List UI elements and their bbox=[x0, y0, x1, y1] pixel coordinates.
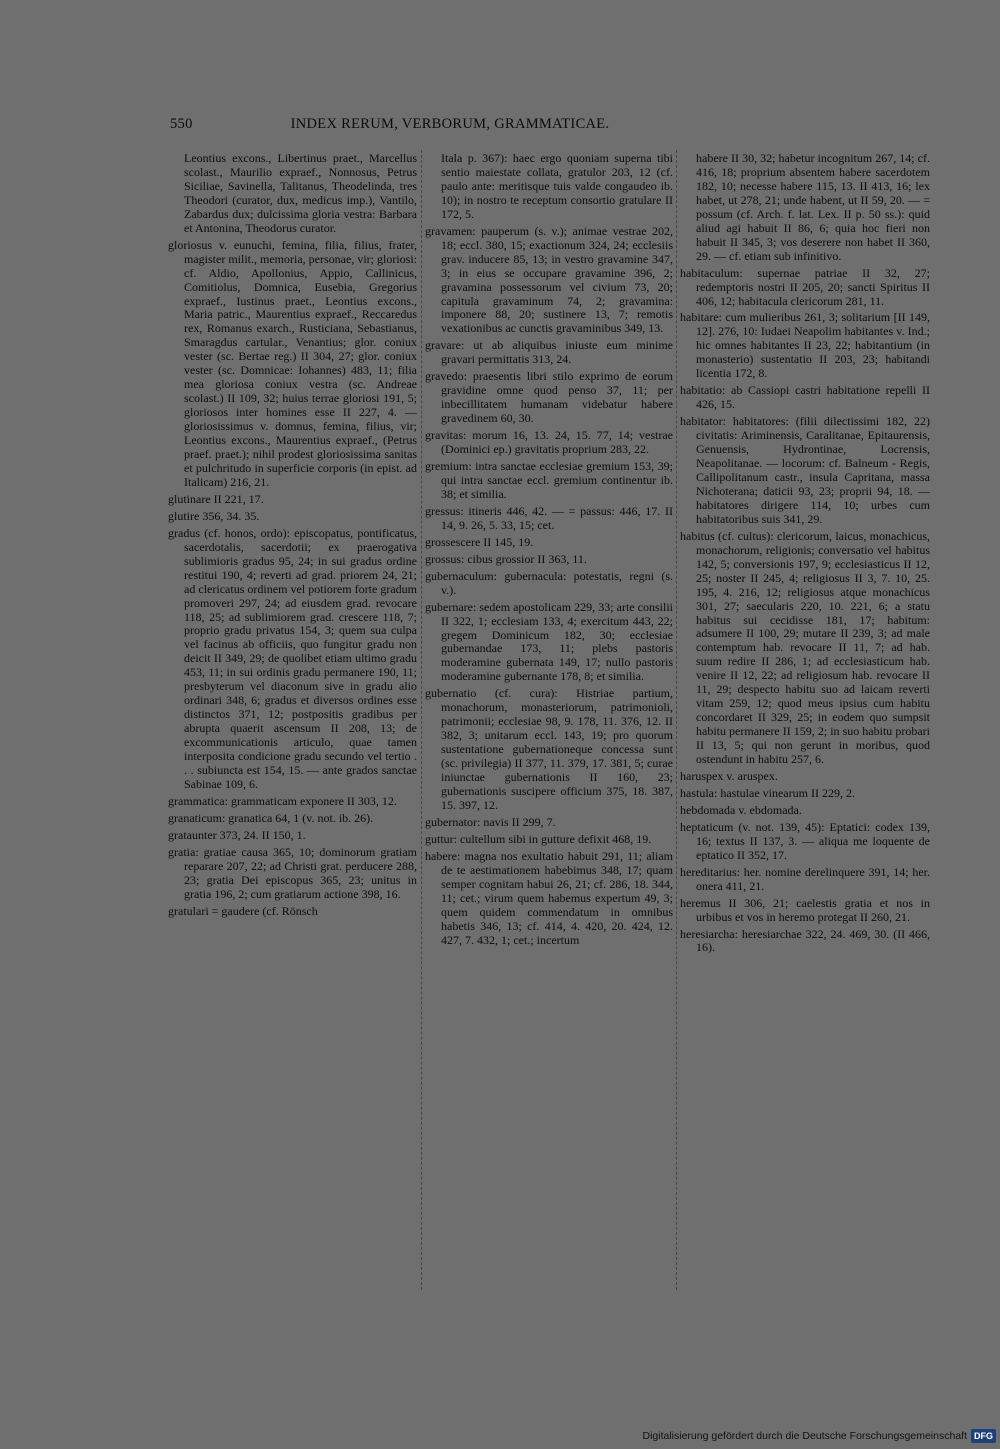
index-entry: hereditarius: her. nomine derelinquere 391, 14; her. onera 411, 21. bbox=[680, 864, 930, 893]
index-entry: grossescere II 145, 19. bbox=[425, 534, 534, 549]
index-entry: heptaticum (v. not. 139, 45): Eptatici: codex 139, 16; textus II 137, 3. — aliqua me loquente de eptatico II 352, 17. bbox=[680, 819, 930, 862]
index-entry: gravitas: morum 16, 13. 24, 15. 77, 14; vestrae (Dominici ep.) gravitatis proprium 283, 22. bbox=[425, 428, 673, 457]
digitization-footer bbox=[642, 1427, 996, 1445]
funding-credit: Digitalisierung gefördert durch die Deutsche Forschungsgemeinschaft bbox=[642, 1430, 967, 1442]
index-entry-continued: Leontius excons., Libertinus praet., Marcellus scolast., Maurilio expraef., Nonnosus, Petrus Siciliae, Savinella, Talitanus, Theodelinda, tres Theodori (curator, dux, medicus imp.), Vantilo, Zabardus dux; dulcissima gloria vestra: Barbara et Antonina, Theodorus curator. bbox=[184, 151, 417, 235]
index-entry: habitatio: ab Cassiopi castri habitatione repelli II 426, 15. bbox=[680, 383, 930, 412]
index-entry: haruspex v. aruspex. bbox=[680, 768, 778, 783]
running-title: INDEX RERUM, VERBORUM, GRAMMATICAE. bbox=[290, 116, 610, 132]
index-column-right bbox=[680, 152, 930, 958]
index-entry: guttur: cultellum sibi in gutture defixit 468, 19. bbox=[425, 831, 652, 846]
index-entry: grammatica: grammaticam exponere II 303, 12. bbox=[168, 793, 397, 808]
index-column-left bbox=[168, 152, 417, 922]
index-entry: gubernatio (cf. cura): Histriae partium, monachorum, monasteriorum, patrimonioli, patrimonii; ecclesiae 98, 9. 178, 11. 376, 12. II 382, 3; unitarum eccl. 143, 19; pro quorum sustentatione gubernationeque concessa sunt (sc. privilegia) II 377, 11. 379, 17. 381, 5; curae iniunctae gubernationis II 160, 23; gubernationis suscipere officium 375, 18. 387, 15. 397, 12. bbox=[425, 686, 673, 812]
index-entry: gravamen: pauperum (s. v.); animae vestrae 202, 18; eccl. 380, 15; exactionum 324, 24; ecclesiis grav. inducere 85, 13; in vestro gravamine 347, 3; in eius se occupare gravamine 396, 2; gravamina possessorum vel civium 73, 20; capitula gravaminum 74, 2; gravamina: imponere 88, 20; sustinere 13, 7; remotis vexationibus ac cunctis gravaminibus 349, 13. bbox=[425, 223, 673, 336]
index-entry: hastula: hastulae vinearum II 229, 2. bbox=[680, 785, 855, 800]
index-entry: habere: magna nos exultatio habuit 291, 11; aliam de te aestimationem habebimus 348, 17; quam semper cognitam habui 26, 21; cf. 286, 18. 344, 11; cet.; virum quem habemus expertum 49, 3; quem quidem commendatum in omnibus habetis 346, 13; cf. 414, 4. 420, 20. 424, 12. 427, 7. 432, 1; cet.; incertum bbox=[425, 848, 673, 947]
index-entry: heremus II 306, 21; caelestis gratia et nos in urbibus et vos in heremo protegat II 260, 21. bbox=[680, 895, 930, 924]
index-entry: glutinare II 221, 17. bbox=[168, 491, 264, 506]
index-entry: gravare: ut ab aliquibus iniuste eum minime gravari permittatis 313, 24. bbox=[425, 338, 673, 367]
index-entry: glutire 356, 34. 35. bbox=[168, 508, 260, 523]
index-entry-continued: habere II 30, 32; habetur incognitum 267, 14; cf. 416, 18; proprium absentem habere sacerdotem 182, 10; necesse habere 115, 13. II 413, 16; lex habet, ut 278, 21; unde habent, ut II 59, 20. — = possum (cf. Arch. f. lat. Lex. II p. 50 ss.): quid aliud agi habuit II 86, 6; quia hoc fieri non habuit II 345, 3; vos deserere non habet II 360, 29. — cf. etiam sub infinitivo. bbox=[696, 151, 930, 263]
index-entry: gratulari = gaudere (cf. Rönsch bbox=[168, 903, 318, 918]
index-entry: habitaculum: supernae patriae II 32, 27; redemptoris nostri II 205, 20; sancti Spiritus II 406, 12; habitacula clericorum 281, 11. bbox=[680, 265, 930, 308]
index-entry: gratia: gratiae causa 365, 10; dominorum gratiam reparare 207, 22; ad Christi grat. perducere 288, 23; gratia Dei episcopus 365, 23; unitus in gratia 196, 2; cum gratiarum actione 398, 16. bbox=[168, 844, 417, 901]
column-divider bbox=[421, 150, 422, 1290]
page-header bbox=[170, 116, 730, 138]
index-entry: habitator: habitatores: (filii dilectissimi 182, 22) civitatis: Ariminensis, Caralitanae, Epitaurensis, Genuensis, Hydrontinae, Locrensis, Neapolitanae. — locorum: cf. Balneum - Regis, Callipolitanum castr., insula Capritana, massa Nichoterana; daticii 93, 23; proprii 94, 18. — habitatores dirigere 114, 10; urbes cum habitatoribus suis 341, 29. bbox=[680, 414, 930, 526]
index-entry: habitare: cum mulieribus 261, 3; solitarium [II 149, 12]. 276, 10: Iudaei Neapolim habitantes v. Ind.; hic omnes habitantes II 23, 22; habitantium (in monasterio) sustentatio II 203, 23; habitandi licentia 172, 8. bbox=[680, 310, 930, 381]
index-entry: gubernare: sedem apostolicam 229, 33; arte consilii II 322, 1; ecclesiam 133, 4; exercitum 443, 22; gregem Dominicum 182, 30; ecclesiae gubernandae 173, 11; plebs pastoris moderamine gubernata 149, 17; nullo pastoris moderamine gubernante 178, 8; et similia. bbox=[425, 599, 673, 684]
index-entry: gubernator: navis II 299, 7. bbox=[425, 814, 556, 829]
index-entry: heresiarcha: heresiarchae 322, 24. 469, 30. (II 466, 16). bbox=[680, 926, 930, 955]
index-entry: hebdomada v. ebdomada. bbox=[680, 802, 802, 817]
dfg-logo: DFG bbox=[971, 1429, 996, 1443]
index-entry: granaticum: granatica 64, 1 (v. not. ib. 26). bbox=[168, 810, 374, 825]
index-entry-continued: Itala p. 367): haec ergo quoniam superna tibi sentio maiestate collata, gratulor 203, 12 (cf. paulo ante: meritisque tuis valde congaudeo ib. 10); in nostro te receptum consortio gratulare II 172, 5. bbox=[441, 151, 673, 221]
index-entry: habitus (cf. cultus): clericorum, laicus, monachicus, monachorum, religionis; conversatio vel habitus 142, 5; conversionis 197, 9; ecclesiasticus II 12, 25; noster II 245, 4; religiosus II 3, 7. 10, 25. 195, 4. 216, 12; religiosus atque monachicus 301, 27; saecularis 220, 10. 221, 6; a statu habitus sui cecidisse 181, 17; habitum: adsumere II 100, 29; mutare II 239, 3; ad male contemptum hab. revocare II 11, 7; ad hab. suum redire II 286, 1; ad ecclesiasticum hab. venire II 12, 22; ad religiosum hab. revocare II 11, 29; despecto habitu suo ad laicam reverti vitam 259, 12; quod meus ipsius cum habitu concordaret II 329, 25; in eodem quo sumpsit habitu permanere II 159, 2; in suo habitu probari II 13, 5; qui non gerunt in moribus, quod ostendunt in habitu 257, 6. bbox=[680, 528, 930, 767]
index-entry: gubernaculum: gubernacula: potestatis, regni (s. v.). bbox=[425, 568, 673, 597]
index-entry: gressus: itineris 446, 42. — = passus: 446, 17. II 14, 9. 26, 5. 33, 15; cet. bbox=[425, 503, 673, 532]
index-entry: gradus (cf. honos, ordo): episcopatus, pontificatus, sacerdotalis, sacerdotii; ex praerogativa sublimioris gradus 95, 24; in sui gradus ordine restitui 190, 4; reverti ad grad. priorem 24, 21; ad clericatus ordinem vel potiorem forte gradum promoveri 297, 24; ad eiusdem grad. revocare 118, 25; ad sublimiorem grad. crescere 118, 7; proprio gradu privatus 154, 3; quem sua culpa vel facinus ab officiis, quo fungitur gradu non deicit II 349, 29; de quolibet etiam ultimo gradu 453, 11; in sui ordinis gradu permanere 190, 11; presbyterum vel diaconum sive in gradu alio ordinari 348, 6; gradus et diversos ordines esse distinctos 371, 12; postpositis gradibus per abrupta quaerit ascensum II 208, 13; de excommunicationis articulo, quae tamen interposita condicione gradu secundo vel tertio . . . subiuncta est 154, 15. — ante grados sanctae Sabinae 109, 6. bbox=[168, 525, 417, 791]
index-entry: gremium: intra sanctae ecclesiae gremium 153, 39; qui intra sanctae eccl. gremium continentur ib. 38; et similia. bbox=[425, 459, 673, 501]
index-entry: gloriosus v. eunuchi, femina, filia, filius, frater, magister milit., memoria, personae, vir; gloriosi: cf. Aldio, Apollonius, Appio, Callinicus, Comitiolus, Domnica, Eusebia, Gregorius expraef., Iustinus praet., Leontius excons., Maria patric., Maurentius expraef., Reccaredus rex, Romanus exarch., Rusticiana, Sebastianus, Smaragdus cartular., Venantius; glor. coniux vester (sc. Bertae reg.) II 304, 27; glor. coniux vester (sc. Domnicae: Iohannes) 483, 11; filia mea gloriosa coniux vestra (sc. Andreae scolast.) II 109, 32; huius terrae gloriosi 191, 5; gloriosos inter homines esse II 227, 4. — gloriosissimus v. domnus, femina, filius, vir; Leontius excons., Maurentius expraef., (Petrus praef. praet.); nihil prodest gloriosissima sanitas et pulchritudo in superficie corporis (in epist. ad Italicam) 216, 21. bbox=[168, 237, 417, 489]
index-entry: gravedo: praesentis libri stilo exprimo de eorum gravidine omne quod penso 37, 11; per inbecillitatem humanam videbatur habere gravedinem 60, 30. bbox=[425, 369, 673, 426]
page-number: 550 bbox=[170, 116, 193, 132]
column-divider bbox=[676, 150, 677, 1290]
index-entry: grataunter 373, 24. II 150, 1. bbox=[168, 827, 306, 842]
index-column-middle bbox=[425, 152, 673, 950]
index-entry: grossus: cibus grossior II 363, 11. bbox=[425, 551, 587, 566]
